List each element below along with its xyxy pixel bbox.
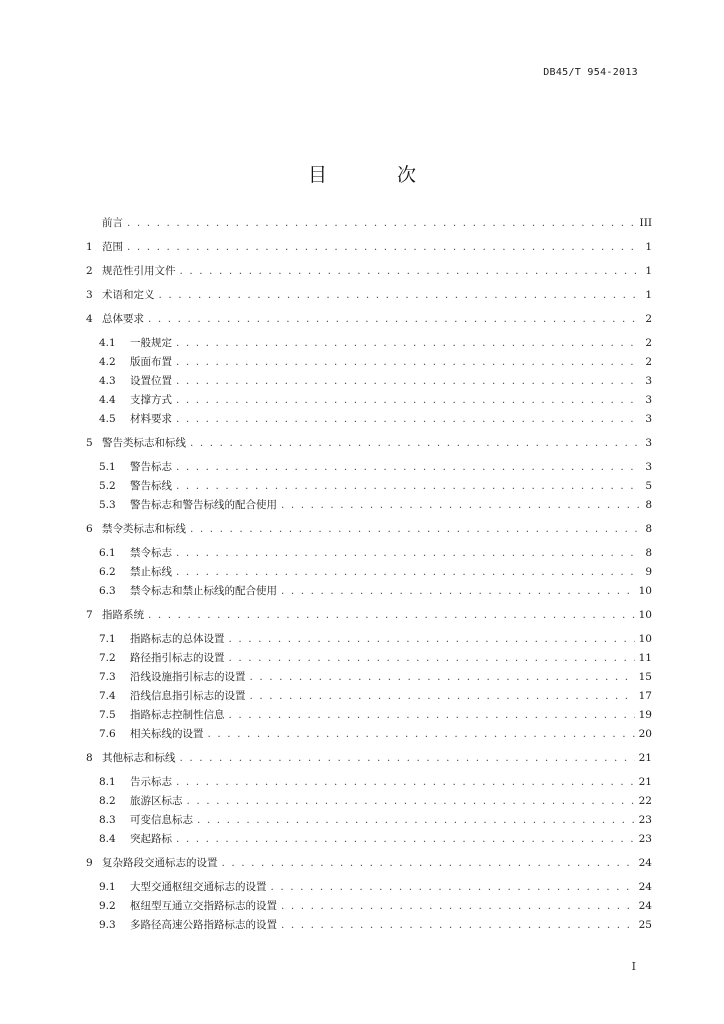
toc-entry-label: 指路标志控制性信息: [130, 709, 225, 721]
toc-entry-page: 1: [645, 265, 652, 277]
toc-entry[interactable]: [86, 582, 652, 601]
toc-entry-number: 4: [86, 313, 93, 325]
toc-entry-number: 4.5: [99, 413, 116, 425]
toc-leader-dots: [281, 496, 640, 515]
table-of-contents: [86, 214, 652, 935]
toc-leader-dots: [208, 725, 635, 744]
toc-leader-dots: [190, 520, 640, 539]
toc-entry[interactable]: [86, 544, 652, 563]
toc-entry-page: 2: [645, 337, 652, 349]
toc-leader-dots: [271, 878, 635, 897]
toc-entry-label: 枢纽型互通立交指路标志的设置: [130, 900, 277, 912]
toc-entry[interactable]: [86, 520, 652, 539]
toc-entry-label: 禁令类标志和标线: [102, 523, 186, 535]
toc-leader-dots: [176, 372, 640, 391]
toc-entry[interactable]: [86, 262, 652, 281]
toc-entry-label: 告示标志: [130, 776, 172, 788]
toc-entry-page: 1: [645, 289, 652, 301]
toc-entry[interactable]: [86, 687, 652, 706]
toc-entry-label: 警告标志和警告标线的配合使用: [130, 499, 277, 511]
toc-entry[interactable]: [86, 854, 652, 873]
toc-entry-page: 22: [638, 795, 652, 807]
toc-entry-number: 7.4: [99, 690, 116, 702]
toc-entry-number: 8.3: [99, 814, 116, 826]
toc-entry-page: 15: [638, 671, 652, 683]
toc-entry-label: 禁止标线: [130, 566, 172, 578]
toc-entry-number: 7.3: [99, 671, 116, 683]
toc-entry-page: III: [639, 217, 652, 229]
toc-entry-label: 设置位置: [130, 375, 172, 387]
toc-entry-page: 10: [638, 609, 652, 621]
toc-entry[interactable]: [86, 353, 652, 372]
toc-entry-number: 1: [86, 241, 93, 253]
toc-entry-label: 警告标线: [130, 480, 172, 492]
toc-leader-dots: [127, 238, 640, 257]
toc-entry-number: 4.2: [99, 356, 116, 368]
toc-leader-dots: [229, 630, 635, 649]
toc-entry-page: 2: [645, 356, 652, 368]
toc-leader-dots: [281, 916, 635, 935]
toc-entry-number: 8: [86, 752, 93, 764]
toc-entry-page: 23: [638, 814, 652, 826]
toc-entry-number: 9.3: [99, 919, 116, 931]
toc-entry-label: 禁令标志和禁止标线的配合使用: [130, 585, 277, 597]
toc-entry[interactable]: [86, 391, 652, 410]
page-number: I: [631, 960, 636, 973]
toc-entry-page: 3: [645, 461, 652, 473]
toc-leader-dots: [229, 649, 635, 668]
toc-entry-page: 3: [645, 413, 652, 425]
toc-entry-number: 8.4: [99, 833, 116, 845]
toc-entry-number: 6: [86, 523, 93, 535]
toc-leader-dots: [176, 830, 635, 849]
toc-entry-label: 指路标志的总体设置: [130, 633, 225, 645]
toc-entry-number: 7.1: [99, 633, 116, 645]
toc-entry[interactable]: [86, 286, 652, 305]
toc-leader-dots: [180, 262, 641, 281]
toc-leader-dots: [148, 606, 635, 625]
toc-entry-label: 范围: [102, 241, 123, 253]
toc-entry[interactable]: [86, 830, 652, 849]
toc-leader-dots: [197, 811, 635, 830]
toc-leader-dots: [222, 854, 635, 873]
toc-entry-page: 24: [638, 881, 652, 893]
toc-entry-label: 一般规定: [130, 337, 172, 349]
toc-entry-number: 8.1: [99, 776, 116, 788]
toc-entry-page: 5: [645, 480, 652, 492]
toc-entry-label: 支撑方式: [130, 394, 172, 406]
toc-entry-label: 规范性引用文件: [102, 265, 176, 277]
toc-entry[interactable]: [86, 477, 652, 496]
toc-entry-page: 8: [645, 523, 652, 535]
toc-entry-page: 23: [638, 833, 652, 845]
toc-entry-label: 总体要求: [102, 313, 144, 325]
toc-leader-dots: [159, 286, 641, 305]
toc-entry[interactable]: [86, 773, 652, 792]
toc-leader-dots: [127, 214, 636, 233]
toc-leader-dots: [176, 391, 640, 410]
toc-entry[interactable]: [86, 706, 652, 725]
toc-entry[interactable]: [86, 749, 652, 768]
toc-entry[interactable]: [86, 811, 652, 830]
toc-entry[interactable]: [86, 410, 652, 429]
toc-entry-number: 7.6: [99, 728, 116, 740]
toc-entry-page: 20: [638, 728, 652, 740]
toc-entry-number: 5.3: [99, 499, 116, 511]
toc-entry-label: 大型交通枢纽交通标志的设置: [130, 881, 267, 893]
toc-entry-label: 突起路标: [130, 833, 172, 845]
toc-entry-number: 5: [86, 437, 93, 449]
toc-entry-page: 3: [645, 375, 652, 387]
toc-entry-number: 6.3: [99, 585, 116, 597]
toc-leader-dots: [148, 310, 640, 329]
toc-leader-dots: [250, 668, 635, 687]
toc-leader-dots: [176, 334, 640, 353]
toc-leader-dots: [176, 353, 640, 372]
toc-entry[interactable]: [86, 563, 652, 582]
toc-entry-label: 版面布置: [130, 356, 172, 368]
toc-entry-number: 8.2: [99, 795, 116, 807]
toc-entry-page: 19: [638, 709, 652, 721]
toc-entry-label: 禁令标志: [130, 547, 172, 559]
toc-entry-label: 相关标线的设置: [130, 728, 204, 740]
toc-entry-label: 可变信息标志: [130, 814, 193, 826]
toc-leader-dots: [176, 410, 640, 429]
toc-entry-page: 24: [638, 900, 652, 912]
toc-entry[interactable]: [86, 606, 652, 625]
toc-entry-page: 8: [645, 547, 652, 559]
toc-leader-dots: [180, 749, 635, 768]
toc-entry-page: 11: [638, 652, 652, 664]
toc-entry-label: 沿线信息指引标志的设置: [130, 690, 246, 702]
toc-entry-number: 6.1: [99, 547, 116, 559]
toc-entry-label: 指路系统: [102, 609, 144, 621]
toc-entry[interactable]: [86, 238, 652, 257]
toc-entry-label: 警告标志: [130, 461, 172, 473]
toc-entry-number: 4.4: [99, 394, 116, 406]
toc-entry[interactable]: [86, 372, 652, 391]
toc-leader-dots: [176, 544, 640, 563]
toc-entry-number: 7.2: [99, 652, 116, 664]
toc-leader-dots: [176, 477, 640, 496]
toc-leader-dots: [281, 582, 635, 601]
toc-entry-page: 8: [645, 499, 652, 511]
toc-entry[interactable]: [86, 434, 652, 453]
toc-entry-label: 多路径高速公路指路标志的设置: [130, 919, 277, 931]
toc-entry-page: 10: [638, 633, 652, 645]
toc-entry[interactable]: [86, 334, 652, 353]
toc-leader-dots: [187, 792, 635, 811]
toc-entry[interactable]: [86, 214, 652, 233]
toc-entry[interactable]: [86, 668, 652, 687]
toc-entry-page: 3: [645, 437, 652, 449]
toc-entry-page: 24: [638, 857, 652, 869]
toc-entry-label: 术语和定义: [102, 289, 155, 301]
toc-entry[interactable]: [86, 649, 652, 668]
page-title: 目 次: [307, 164, 449, 186]
toc-entry-page: 1: [645, 241, 652, 253]
toc-entry[interactable]: [86, 630, 652, 649]
toc-leader-dots: [176, 773, 635, 792]
toc-entry-number: 7: [86, 609, 93, 621]
toc-entry[interactable]: [86, 496, 652, 515]
toc-entry[interactable]: [86, 878, 652, 897]
toc-entry-number: 5.2: [99, 480, 116, 492]
toc-entry-page: 17: [638, 690, 652, 702]
toc-entry-number: 3: [86, 289, 93, 301]
toc-entry-number: 2: [86, 265, 93, 277]
toc-entry-page: 10: [638, 585, 652, 597]
toc-entry-number: 9: [86, 857, 93, 869]
toc-entry-page: 21: [638, 776, 652, 788]
toc-entry-label: 材料要求: [130, 413, 172, 425]
toc-leader-dots: [176, 458, 640, 477]
document-code: DB45/T 954-2013: [543, 67, 638, 78]
toc-entry-number: 7.5: [99, 709, 116, 721]
toc-leader-dots: [176, 563, 640, 582]
toc-entry-number: 6.2: [99, 566, 116, 578]
toc-entry-label: 其他标志和标线: [102, 752, 176, 764]
toc-entry-label: 复杂路段交通标志的设置: [102, 857, 218, 869]
toc-entry-label: 旅游区标志: [130, 795, 183, 807]
toc-leader-dots: [250, 687, 635, 706]
toc-entry[interactable]: [86, 897, 652, 916]
toc-entry-number: 9.2: [99, 900, 116, 912]
toc-entry-page: 9: [645, 566, 652, 578]
toc-leader-dots: [281, 897, 635, 916]
toc-entry-page: 3: [645, 394, 652, 406]
toc-leader-dots: [190, 434, 640, 453]
toc-entry-label: 沿线设施指引标志的设置: [130, 671, 246, 683]
toc-entry-number: 5.1: [99, 461, 116, 473]
toc-entry-number: 4.1: [99, 337, 116, 349]
toc-entry[interactable]: [86, 916, 652, 935]
toc-entry-page: 2: [645, 313, 652, 325]
toc-entry-label: 前言: [102, 217, 123, 229]
toc-entry[interactable]: [86, 725, 652, 744]
toc-entry-page: 25: [638, 919, 652, 931]
toc-entry-label: 路径指引标志的设置: [130, 652, 225, 664]
toc-entry-number: 4.3: [99, 375, 116, 387]
toc-leader-dots: [229, 706, 635, 725]
toc-entry-page: 21: [638, 752, 652, 764]
toc-entry[interactable]: [86, 458, 652, 477]
toc-entry-number: 9.1: [99, 881, 116, 893]
toc-entry-label: 警告类标志和标线: [102, 437, 186, 449]
toc-entry[interactable]: [86, 310, 652, 329]
toc-entry[interactable]: [86, 792, 652, 811]
